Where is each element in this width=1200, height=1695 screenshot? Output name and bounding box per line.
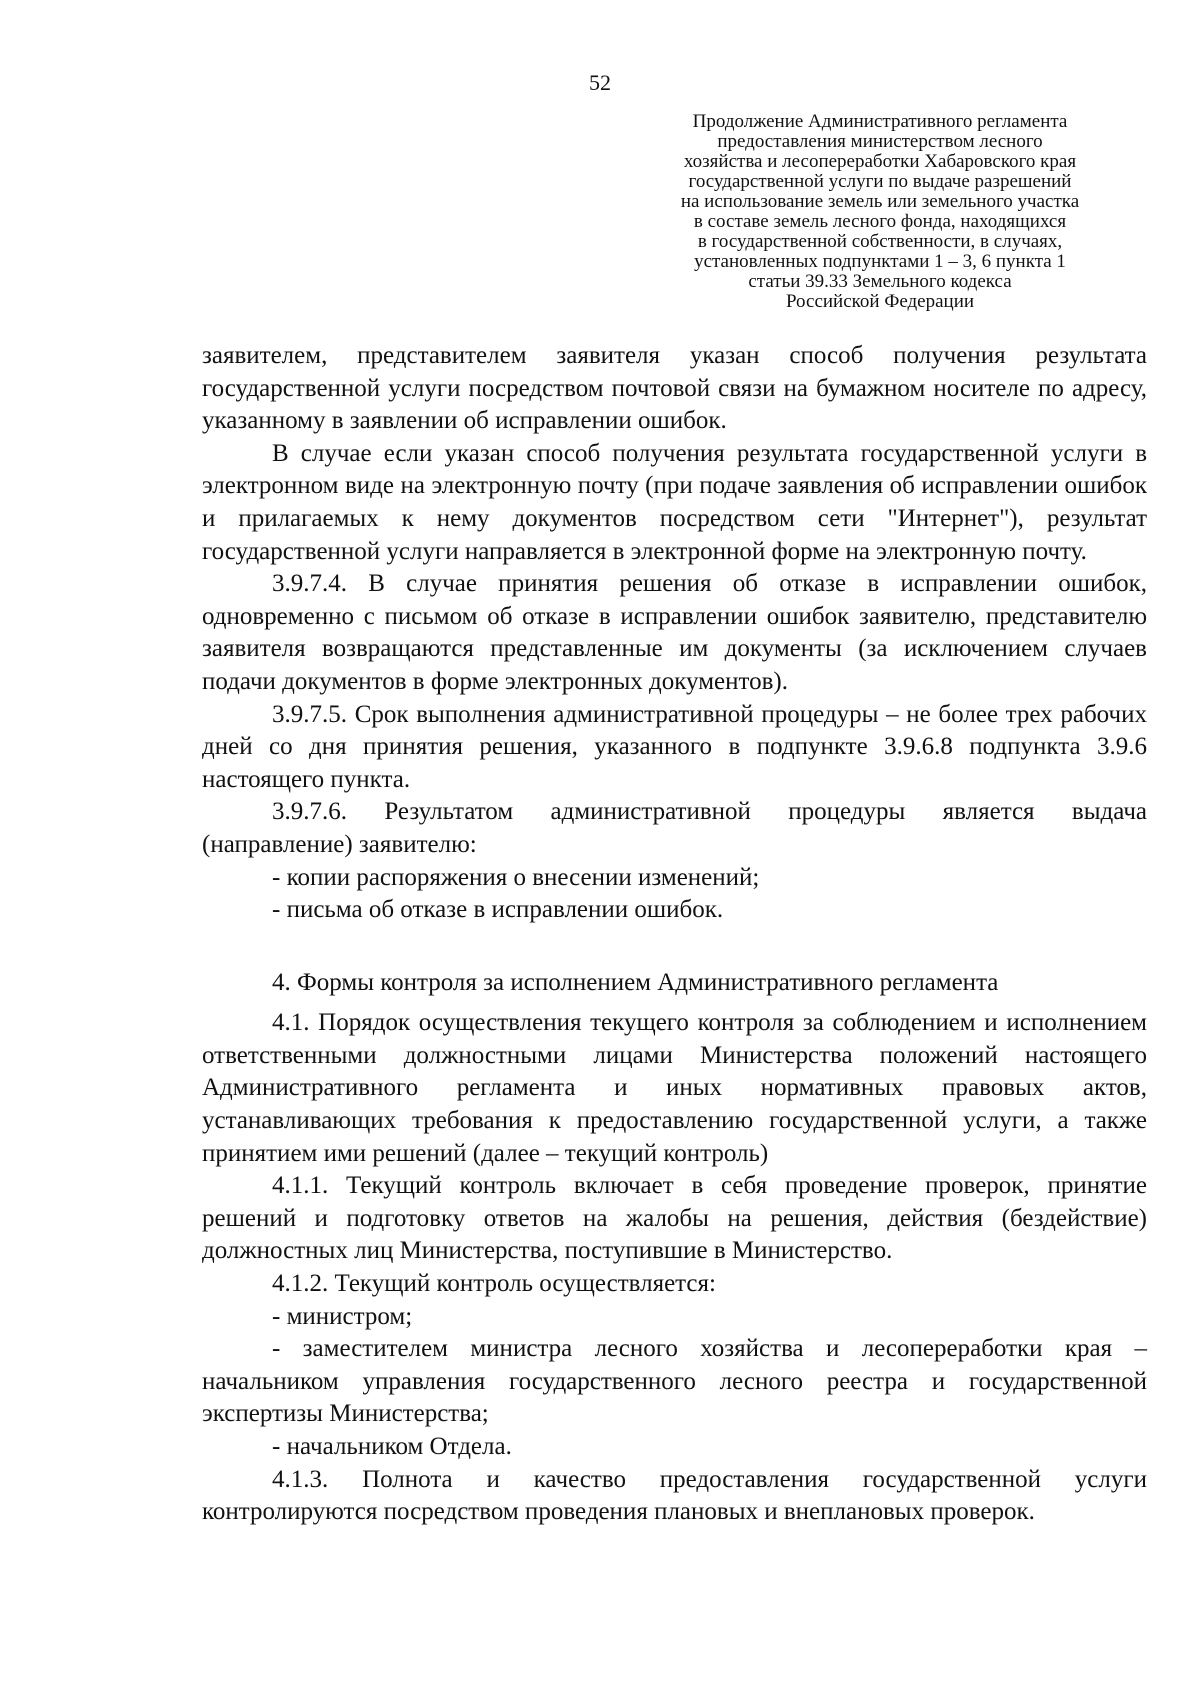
paragraph: 4.1.3. Полнота и качество предоставления государственной услуги контролируются посредством проведения плановых и внеплановых проверок. — [202, 1465, 1147, 1526]
header-line: предоставления министерством лесного — [717, 131, 1043, 152]
header-line: в составе земель лесного фонда, находящихся — [693, 211, 1067, 232]
header-line: статьи 39.33 Земельного кодекса — [748, 271, 1012, 292]
paragraph: 3.9.7.6. Результатом административной процедуры является выдача (направление) заявителю: — [202, 798, 1147, 858]
list-item: - заместителем министра лесного хозяйства и лесопереработки края – начальником управления государственного лесного реестра и государственной экспертизы Министерства; — [202, 1335, 1147, 1428]
header-line: в государственной собственности, в случаях, — [697, 231, 1063, 252]
header-line: на использование земель или земельного участка — [680, 191, 1080, 212]
paragraph: 3.9.7.5. Срок выполнения административной процедуры – не более трех рабочих дней со дня принятия решения, указанного в подпункте 3.9.6.8 подпункта 3.9.6 настоящего пункта. — [202, 700, 1147, 793]
header-line: государственной услуги по выдаче разрешений — [688, 171, 1072, 192]
header-line: хозяйства и лесопереработки Хабаровского края — [683, 151, 1077, 172]
list-item: - начальником Отдела. — [272, 1433, 512, 1460]
document-body — [202, 340, 1147, 1529]
paragraph: В случае если указан способ получения результата государственной услуги в электронном виде на электронную почту (при подаче заявления об исправлении ошибок и прилагаемых к нему документов посредством сети "Интернет"), результат государственной услуги направляется в электронной форме на электронную почту. — [202, 439, 1147, 565]
paragraph: 4.1.2. Текущий контроль осуществляется: — [272, 1270, 716, 1298]
list-item: - министром; — [272, 1302, 413, 1330]
list-item: - копии распоряжения о внесении изменений; — [272, 863, 760, 891]
paragraph: 4.1. Порядок осуществления текущего контроля за соблюдением и исполнением ответственными должностными лицами Министерства положений настоящего Административного регламента и иных нормативных правовых актов, устанавливающих требования к предоставлению государственной услуги, а также принятием ими решений (далее – текущий контроль) — [202, 1009, 1147, 1167]
list-item: - письма об отказе в исправлении ошибок. — [272, 896, 724, 924]
page-number: 52 — [589, 70, 611, 95]
paragraph: заявителем, представителем заявителя указан способ получения результата государственной услуги посредством почтовой связи на бумажном носителе по адресу, указанному в заявлении об исправлении ошибок. — [202, 342, 1147, 435]
paragraph: 4.1.1. Текущий контроль включает в себя проведение проверок, принятие решений и подготовку ответов на жалобы на решения, действия (бездействие) должностных лиц Министерства, поступившие в Министерство. — [202, 1172, 1147, 1265]
document-header — [620, 112, 1140, 312]
header-line: Российской Федерации — [785, 291, 975, 312]
section-heading: 4. Формы контроля за исполнением Административного регламента — [272, 968, 999, 996]
header-line: Продолжение Административного регламента — [692, 111, 1068, 132]
paragraph: 3.9.7.4. В случае принятия решения об отказе в исправлении ошибок, одновременно с письмом об отказе в исправлении ошибок заявителю, представителю заявителя возвращаются представленные им документы (за исключением случаев подачи документов в форме электронных документов). — [202, 570, 1147, 695]
header-line: установленных подпунктами 1 – 3, 6 пункта 1 — [694, 251, 1066, 272]
